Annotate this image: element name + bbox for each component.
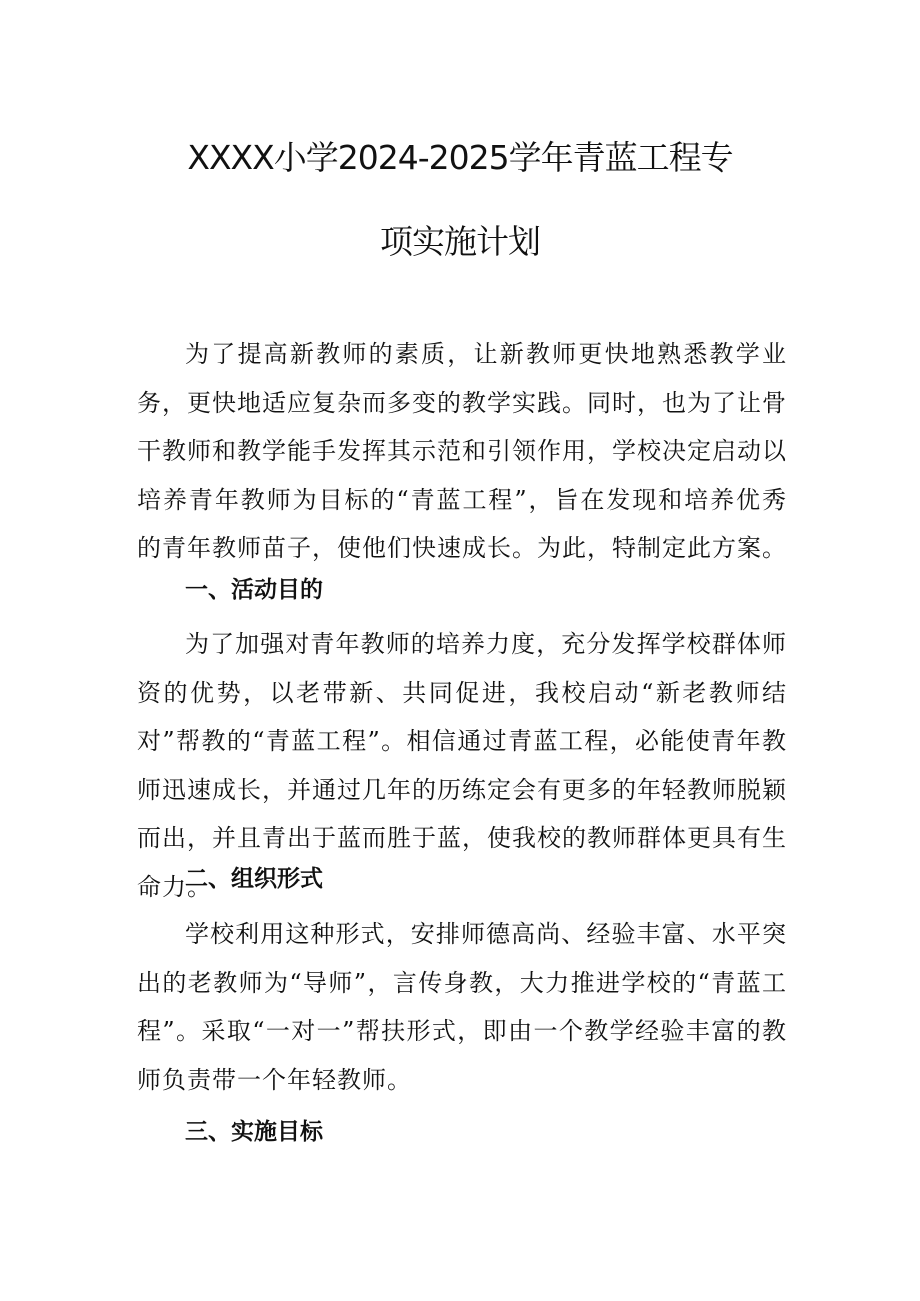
- section-paragraph-purpose: 为了加强对青年教师的培养力度，充分发挥学校群体师资的优势，以老带新、共同促进，我校启动“新老教师结对”帮教的“青蓝工程”。相信通过青蓝工程，必能使青年教师迅速成长，并通过几年的历练定会有更多的年轻教师脱颖而出，并且青出于蓝而胜于蓝，使我校的教师群体更具有生命力。: [137, 630, 787, 901]
- section-paragraph-organization: 学校利用这种形式，安排师德高尚、经验丰富、水平突出的老教师为“导师”，言传身教，大力推进学校的“青蓝工程”。采取“一对一”帮扶形式，即由一个教学经验丰富的教师负责带一个年轻教师。: [137, 920, 787, 1094]
- section-heading-purpose: 一、活动目的: [185, 577, 323, 603]
- document-title-line-1: XXXX小学2024-2025学年青蓝工程专: [187, 138, 733, 177]
- section-heading-organization: 二、组织形式: [185, 866, 323, 892]
- intro-paragraph: 为了提高新教师的素质，让新教师更快地熟悉教学业务，更快地适应复杂而多变的教学实践。同时，也为了让骨干教师和教学能手发挥其示范和引领作用，学校决定启动以培养青年教师为目标的“青蓝工程”，旨在发现和培养优秀的青年教师苗子，使他们快速成长。为此，特制定此方案。: [137, 340, 787, 562]
- document-title-line-2: 项实施计划: [380, 222, 540, 261]
- section-heading-goals: 三、实施目标: [185, 1119, 323, 1145]
